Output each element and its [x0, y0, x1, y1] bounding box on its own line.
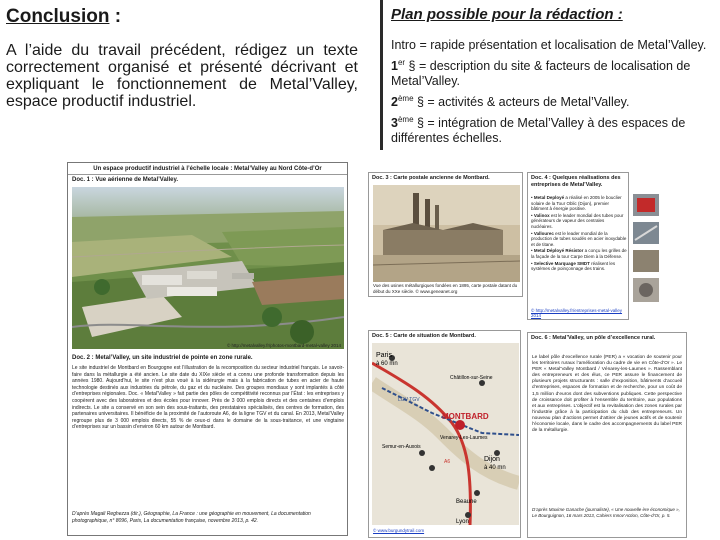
doc1-credit: © http://metalvalley.fr/photos-montbard-metal-valley 2014 [226, 343, 341, 348]
plan-paragraph-3: 3ème § = intégration de Metal’Valley à des espaces de différentes échelles. [391, 115, 686, 146]
map-label-a6: A6 [444, 459, 451, 465]
conclusion-title: Conclusion : [6, 6, 122, 27]
aerial-photo-image [72, 187, 344, 349]
list-item: • Metal Deployé a réalisé en 2005 le bouclier solaire de la Tour Oblic (Dijon), premier bâtiment à énergie positive. [531, 195, 622, 212]
product-photos-image [631, 194, 661, 304]
doc2-title: Doc. 2 : Metal’Valley, un site industriel de pointe en zone rurale. [72, 355, 253, 361]
plan-paragraph-2: 2ème § = activités & acteurs de Metal’Valley. [391, 94, 630, 110]
doc4-list [531, 195, 627, 273]
conclusion-instructions: A l’aide du travail précédent, rédigez un texte correctement organisé et présenté décrivant et expliquant le fonctionnement de Metal’Valley, espace productif industriel. [6, 42, 358, 110]
plan-paragraph-1: 1er § = description du site & facteurs de localisation de Metal’Valley. [391, 58, 691, 89]
map-label-beaune: Beaune [456, 499, 477, 505]
doc6-pole-excellence [527, 332, 687, 538]
doc5-title: Doc. 5 : Carte de situation de Montbard. [372, 333, 476, 339]
doc4-title: Doc. 4 : Quelques réalisations des entreprises de Metal’Valley. [531, 175, 621, 188]
map-label-chatillon: Châtillon-sur-Seine [450, 375, 493, 381]
plan-title: Plan possible pour la rédaction : [391, 6, 623, 23]
postcard-image [373, 185, 520, 282]
map-label-semur: Semur-en-Auxois [382, 444, 421, 450]
list-item: • Vallourec est le leader mondial de la production de tubes soudés en acier inoxydable et de titane. [531, 230, 627, 247]
doc6-text: Le label pôle d’excellence rurale (PER) a « vocation de soutenir pour les territoires ruraux l’amélioration du cadre de vie en Côte-d’Or ». Le PER « Metal’Valley Montbard / Vénarey-les-Laumes ». Rassemblant des entrepreneurs et des élus, ce PER assure le financement de plusieurs projets structurants : salle d’exposition, bâtiments d’accueil d’entreprises, espaces de formation et de recherche, pour un coût de 1,5 million d’euros dont des subventions publiques. Cette perspective de croissance doit profiter à l’ensemble du territoire, aux populations et aux entreprises. L’objectif est la revitalisation des zones rurales par l’industrie grâce à la participation du club des entrepreneurs. Un nouveau plan d’actions permet d’attirer de jeunes actifs et de soutenir l’économie locale, dans le cadre des accompagnements du label PER de la métallurgie. [532, 355, 682, 434]
doc2-source: D’après Magali Reghezza (dir.), Géographie, La France : une géographie en mouvement, La documentation photographique, n° 8096, Paris, La documentation française, novembre 2013, p. 42. [72, 511, 311, 524]
left-document-header: Un espace productif industriel à l’échelle locale : Metal’Valley au Nord Côte-d’Or [68, 163, 347, 175]
doc4-product-photos [631, 194, 661, 309]
plan-lines [391, 38, 716, 146]
list-item: • Valinox est le leader mondial des tubes pour générateurs de vapeur des centrales nucléaires. [531, 212, 624, 229]
plan-section [380, 0, 716, 150]
doc6-title: Doc. 6 : Metal’Valley, un pôle d’excellence rural. [531, 335, 656, 341]
doc4-link[interactable]: © http://metalvalley.fr/entreprises-metal-valley 2014 [531, 308, 623, 318]
map-label-paris-time: à 60 mn [376, 361, 398, 367]
doc1-title: Doc. 1 : Vue aérienne de Metal’Valley. [72, 177, 179, 183]
postcard-photo [373, 185, 520, 282]
map-label-montbard: MONTBARD [442, 412, 489, 421]
doc4-realisations [527, 172, 629, 320]
list-item: • Metal Déployé Résistor a conçu les grilles de la façade de la tour Carpe Diem à la Défense. [531, 248, 627, 259]
montbard-marker [455, 420, 465, 430]
doc3-title: Doc. 3 : Carte postale ancienne de Montbard. [372, 175, 490, 181]
doc5-map [368, 330, 521, 538]
doc6-source: D’après Maxime Ganache (journaliste), « Une nouvelle ère économique », Le Bourguignon, 16 mars 2013, Cahiers Innov’Action, Côte-d’Or, p. 5. [532, 507, 680, 518]
left-document [67, 162, 348, 536]
conclusion-section [6, 4, 358, 110]
map-label-lyon: Lyon [456, 519, 469, 525]
aerial-photo [72, 187, 344, 349]
doc3-postcard [368, 172, 523, 297]
doc3-caption: Vue des usines métallurgiques fondées en 1895, carte postale datant du début du XXe siècle. © www.geneanet.org [373, 283, 518, 294]
map-label-paris: Paris [376, 352, 392, 359]
list-item: • Selective Marquage SMDT réalisent les systèmes de poinçonnage des trains. [531, 260, 616, 272]
map-label-dijon: Dijon [484, 456, 500, 463]
map-label-venarey: Venarey-Les-Laumes [440, 435, 488, 441]
plan-intro: Intro = rapide présentation et localisation de Metal’Valley. [391, 38, 707, 52]
doc5-link[interactable]: © www.burgundytrail.com [373, 528, 425, 533]
doc2-text: Le site industriel de Montbard en Bourgogne est l’illustration de la recomposition du secteur industriel français. Le savoir-faire dans la métallurgie a été ancien. Le site date du XIXe siècle et a connu une profonde transformation depuis les années 1980. Aujourd’hui, le site n’est plus voué à la sidérurgie mais à la fabrication de tubes en acier de haute technologie destinés aux industries du pétrole, du gaz et du nucléaire. Des groupes mondiaux y sont implantés à côté d’entreprises régionales. Doc. « Metal’Valley » fait partie des pôles de compétitivité reconnus par l’État : les entreprises y coopèrent avec des laboratoires et des écoles pour innover. Près de 3 000 emplois directs et des centaines d’emplois indirects. Le site a conservé en son sein des sous-traitants, des prestataires spécialisés, des centres de formation, des partenaires universitaires. Il bénéficie de la proximité de l’autoroute A6, de la ligne TGV et du canal. En 2013, Metal’Valley regroupe plus de 3 000 emplois directs, 55 % de ceux-ci dans le domaine de la sous-traitance, et une vingtaine d’entreprises sur un bassin d’environ 60 km autour de Montbard. [72, 365, 344, 431]
situation-map [372, 343, 519, 525]
map-label-dijon-time: à 40 mn [484, 465, 506, 471]
map-label-tgv: LGV TGV [398, 397, 420, 403]
